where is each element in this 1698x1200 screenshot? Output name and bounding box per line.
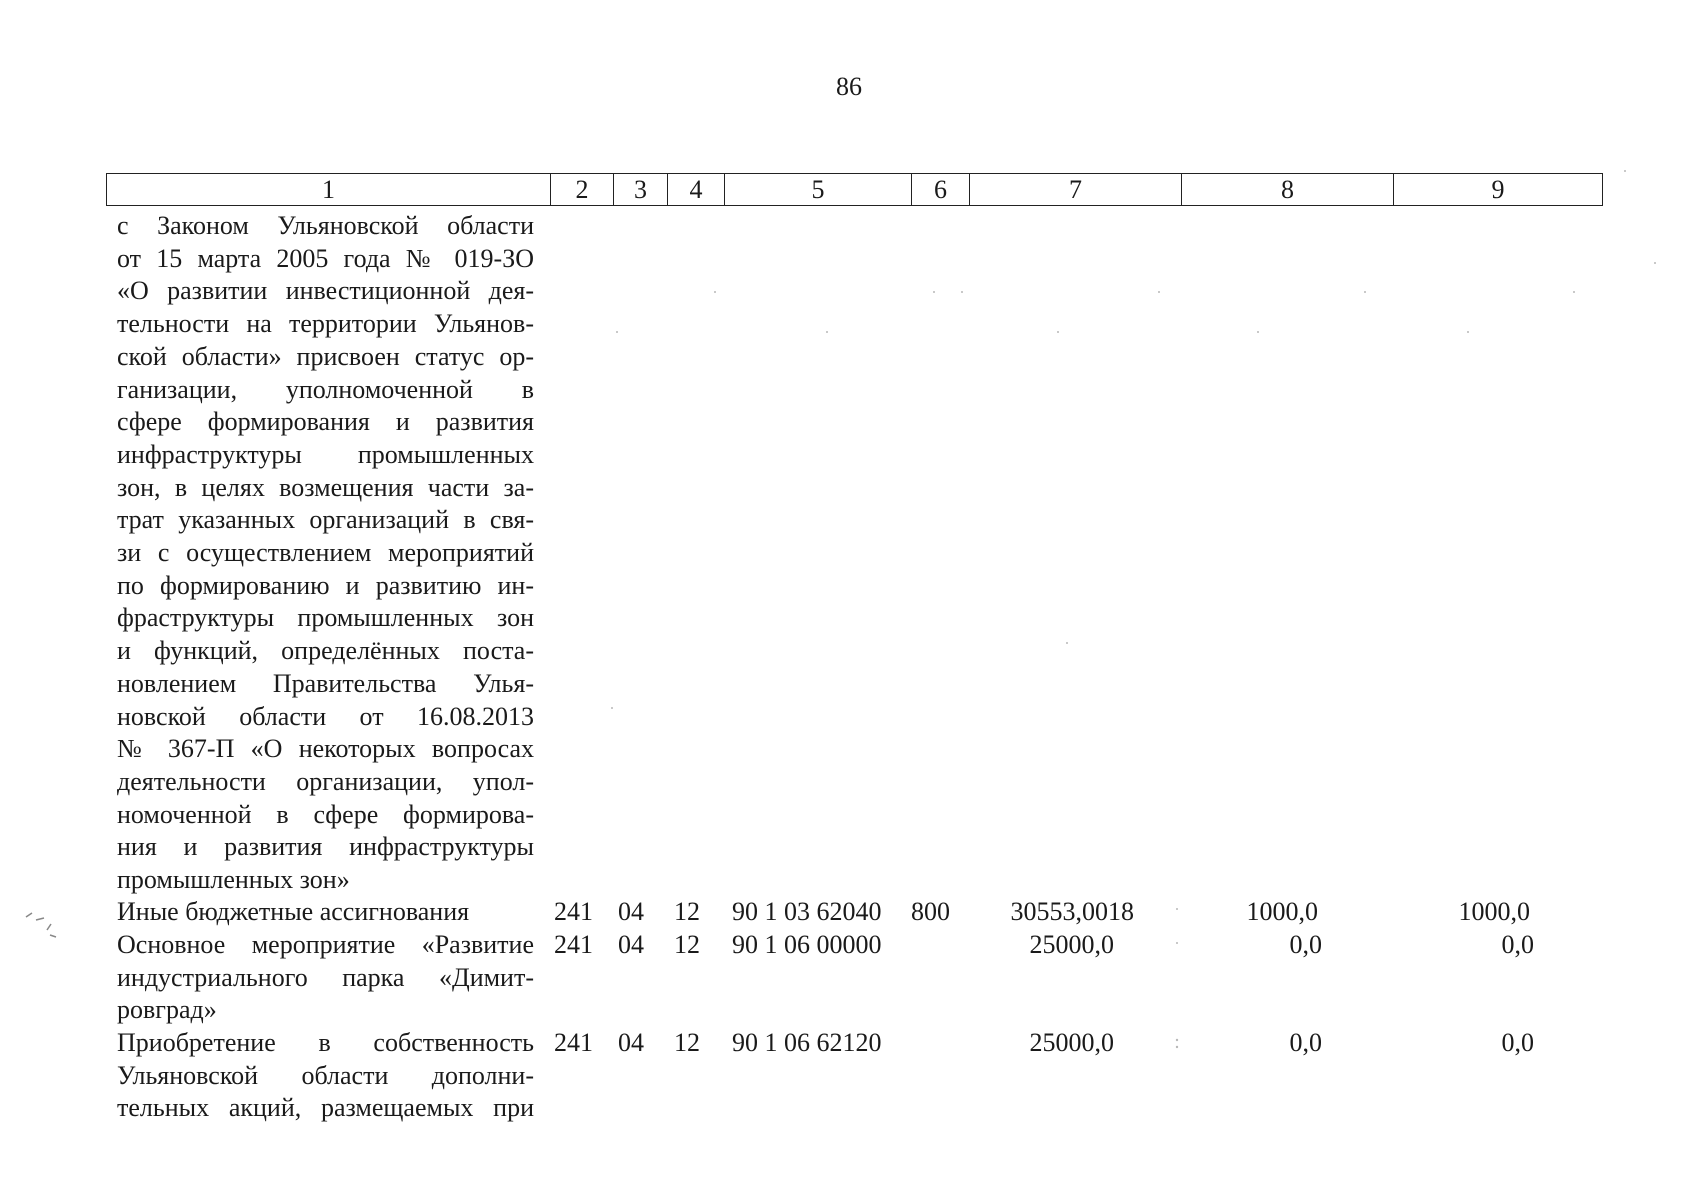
header-col-3: 3 bbox=[614, 174, 668, 206]
text-line: с Законом Ульяновской области bbox=[117, 211, 534, 240]
text-line: промышленных зон» bbox=[117, 865, 350, 895]
text-line: деятельности организации, упол- bbox=[117, 766, 534, 796]
cell-c3: 04 bbox=[618, 1028, 644, 1057]
scan-speck bbox=[1158, 291, 1160, 293]
scan-speck bbox=[961, 291, 963, 293]
cell-c4: 12 bbox=[674, 1028, 700, 1057]
text-line: фраструктуры промышленных зон bbox=[117, 603, 534, 633]
header-col-8: 8 bbox=[1182, 174, 1394, 206]
text-line: по формированию и развитию ин- bbox=[117, 570, 534, 600]
scan-speck bbox=[933, 291, 935, 293]
cell-c9: 0,0 bbox=[1501, 930, 1534, 959]
header-col-5: 5 bbox=[725, 174, 912, 206]
text-line: № 367-П «О некоторых вопросах bbox=[117, 734, 534, 764]
text-line: новлением Правительства Улья- bbox=[117, 668, 534, 698]
scan-mark bbox=[26, 913, 56, 937]
scan-speck bbox=[1364, 291, 1366, 293]
cell-c7: 25000,0 bbox=[1029, 1028, 1114, 1057]
header-col-7: 7 bbox=[970, 174, 1182, 206]
text-line: ганизации, уполномоченной в bbox=[117, 374, 534, 404]
text-line: от 15 марта 2005 года № 019-ЗО bbox=[117, 243, 534, 273]
cell-c7: 30553,0018 bbox=[1010, 897, 1134, 926]
scan-speck bbox=[714, 291, 716, 293]
row-label: Иные бюджетные ассигнования bbox=[117, 897, 470, 926]
cell-c8: 0,0 bbox=[1289, 930, 1322, 959]
scan-speck bbox=[826, 331, 828, 333]
page-number: 86 bbox=[836, 72, 862, 101]
scan-speck bbox=[1066, 642, 1068, 644]
text-line: ровград» bbox=[117, 995, 217, 1025]
text-line: и функций, определённых поста- bbox=[117, 636, 534, 666]
cell-c2: 241 bbox=[554, 897, 593, 926]
text-line: Основное мероприятие «Развитие bbox=[117, 930, 534, 959]
scan-speck bbox=[1176, 1046, 1178, 1048]
cell-c8: 1000,0 bbox=[1246, 897, 1318, 926]
scan-speck bbox=[1176, 908, 1178, 910]
cell-c5: 90 1 06 00000 bbox=[732, 930, 882, 959]
header-col-1: 1 bbox=[107, 174, 551, 206]
text-line: ния и развития инфраструктуры bbox=[117, 832, 534, 862]
header-col-6: 6 bbox=[912, 174, 970, 206]
scan-speck bbox=[1573, 291, 1575, 293]
cell-c9: 0,0 bbox=[1501, 1028, 1534, 1057]
scan-speck bbox=[611, 707, 613, 709]
header-col-4: 4 bbox=[668, 174, 725, 206]
text-line: Ульяновской области дополни- bbox=[117, 1060, 534, 1090]
cell-c5: 90 1 06 62120 bbox=[732, 1028, 882, 1057]
scan-speck bbox=[1654, 262, 1656, 264]
cell-c7: 25000,0 bbox=[1029, 930, 1114, 959]
cell-c4: 12 bbox=[674, 897, 700, 926]
cell-c2: 241 bbox=[554, 930, 593, 959]
scan-speck bbox=[1176, 942, 1178, 944]
text-line: инфраструктуры промышленных bbox=[117, 439, 534, 469]
text-line: сфере формирования и развития bbox=[117, 407, 534, 437]
cell-c6: 800 bbox=[911, 897, 950, 926]
header-col-9: 9 bbox=[1394, 174, 1603, 206]
header-col-2: 2 bbox=[551, 174, 614, 206]
cell-c3: 04 bbox=[618, 897, 644, 926]
text-line: Приобретение в собственность bbox=[117, 1028, 534, 1057]
cell-c5: 90 1 03 62040 bbox=[732, 897, 882, 926]
text-line: тельных акций, размещаемых при bbox=[117, 1093, 534, 1123]
text-line: индустриального парка «Димит- bbox=[117, 962, 534, 992]
cell-c2: 241 bbox=[554, 1028, 593, 1057]
cell-c4: 12 bbox=[674, 930, 700, 959]
text-line: «О развитии инвестиционной дея- bbox=[117, 276, 534, 306]
cell-c3: 04 bbox=[618, 930, 644, 959]
scan-speck bbox=[1057, 331, 1059, 333]
text-line: зи с осуществлением мероприятий bbox=[117, 538, 534, 568]
text-line: номоченной в сфере формирова- bbox=[117, 799, 534, 829]
cell-c8: 0,0 bbox=[1289, 1028, 1322, 1057]
scan-speck bbox=[616, 331, 618, 333]
cell-c9: 1000,0 bbox=[1458, 897, 1530, 926]
text-line: зон, в целях возмещения части за- bbox=[117, 472, 534, 502]
text-line: ской области» присвоен статус ор- bbox=[117, 341, 534, 371]
scan-speck bbox=[1176, 1039, 1178, 1041]
scan-speck bbox=[1467, 331, 1469, 333]
scan-speck bbox=[1624, 170, 1626, 172]
text-line: тельности на территории Ульянов- bbox=[117, 309, 534, 339]
text-line: новской области от 16.08.2013 bbox=[117, 701, 534, 731]
scan-speck bbox=[1257, 331, 1259, 333]
text-line: трат указанных организаций в свя- bbox=[117, 505, 534, 535]
